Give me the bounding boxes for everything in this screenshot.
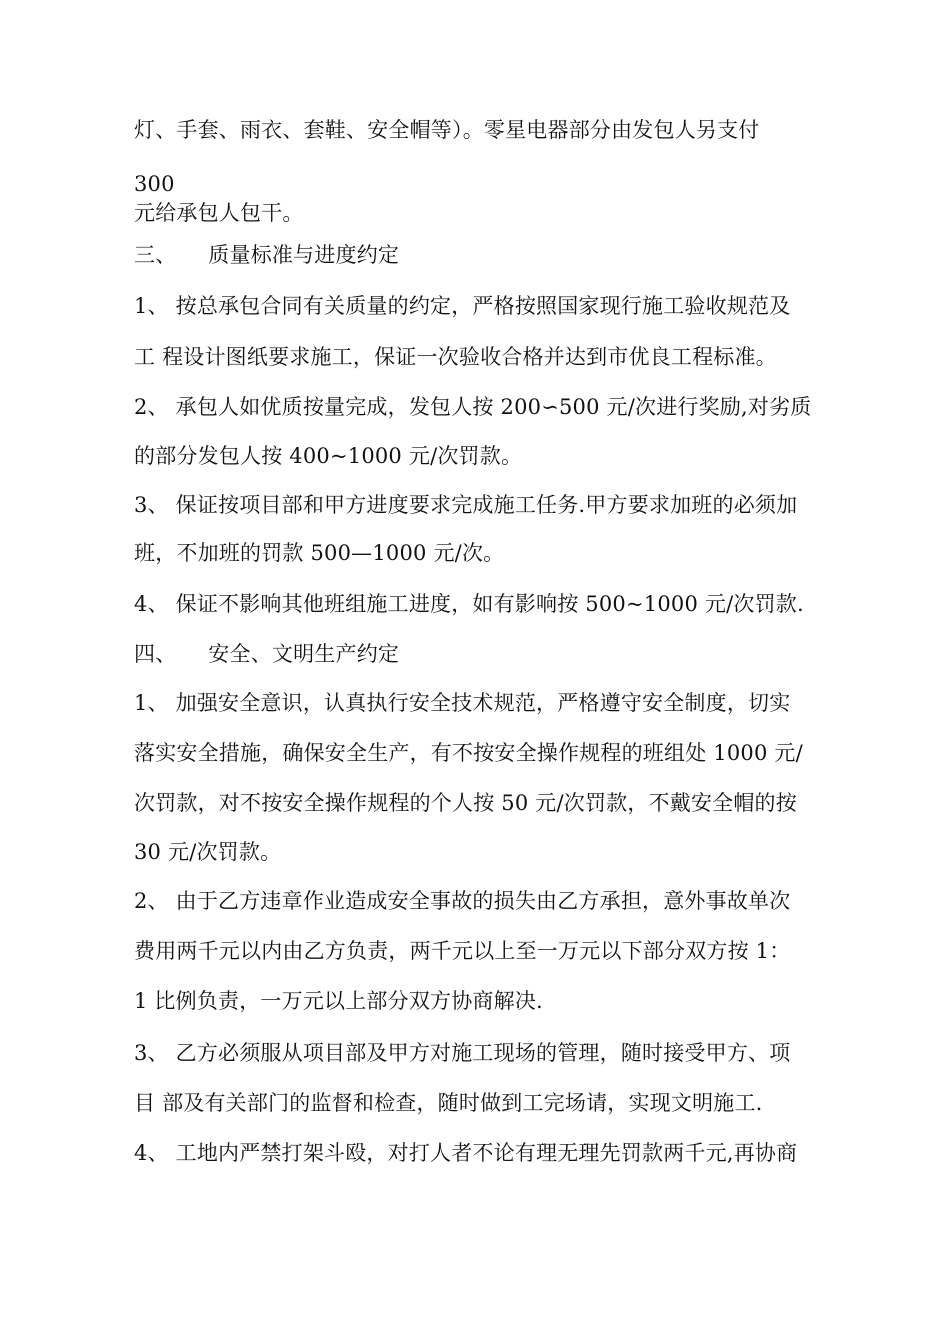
text-line: 2、 由于乙方违章作业造成安全事故的损失由乙方承担，意外事故单次 <box>134 889 791 913</box>
text-line: 的部分发包人按 400~1000 元/次罚款。 <box>134 444 523 468</box>
text-line: 300 <box>134 172 175 196</box>
text-line: 2、 承包人如优质按量完成，发包人按 200∽500 元/次进行奖励,对劣质 <box>134 395 812 419</box>
text-line: 30 元/次罚款。 <box>134 840 282 864</box>
text-line: 工 程设计图纸要求施工，保证一次验收合格并达到市优良工程标准。 <box>134 345 777 369</box>
text-line: 1、 加强安全意识，认真执行安全技术规范，严格遵守安全制度，切实 <box>134 691 791 715</box>
text-line: 次罚款，对不按安全操作规程的个人按 50 元/次罚款，不戴安全帽的按 <box>134 791 797 815</box>
text-line: 目 部及有关部门的监督和检查，随时做到工完场请，实现文明施工. <box>134 1091 763 1115</box>
text-line: 落实安全措施，确保安全生产，有不按安全操作规程的班组处 1000 元/ <box>134 741 803 765</box>
text-line: 4、 工地内严禁打架斗殴，对打人者不论有理无理先罚款两千元,再协商 <box>134 1141 798 1165</box>
text-line: 3、 乙方必须服从项目部及甲方对施工现场的管理，随时接受甲方、项 <box>134 1041 791 1065</box>
text-line: 费用两千元以内由乙方负责，两千元以上至一万元以下部分双方按 1： <box>134 939 791 963</box>
text-line: 1、 按总承包合同有关质量的约定，严格按照国家现行施工验收规范及 <box>134 294 791 318</box>
text-line: 班，不加班的罚款 500—1000 元/次。 <box>134 541 505 565</box>
text-line: 1 比例负责，一万元以上部分双方协商解决. <box>134 989 543 1013</box>
text-line: 元给承包人包干。 <box>134 201 304 225</box>
text-line: 灯、手套、雨衣、套鞋、安全帽等）。零星电器部分由发包人另支付 <box>134 118 760 142</box>
section-heading: 三、 质量标准与进度约定 <box>134 243 400 267</box>
text-line: 4、 保证不影响其他班组施工进度，如有影响按 500~1000 元/次罚款. <box>134 592 804 616</box>
text-line: 3、 保证按项目部和甲方进度要求完成施工任务.甲方要求加班的必须加 <box>134 493 798 517</box>
section-heading: 四、 安全、文明生产约定 <box>134 642 400 666</box>
